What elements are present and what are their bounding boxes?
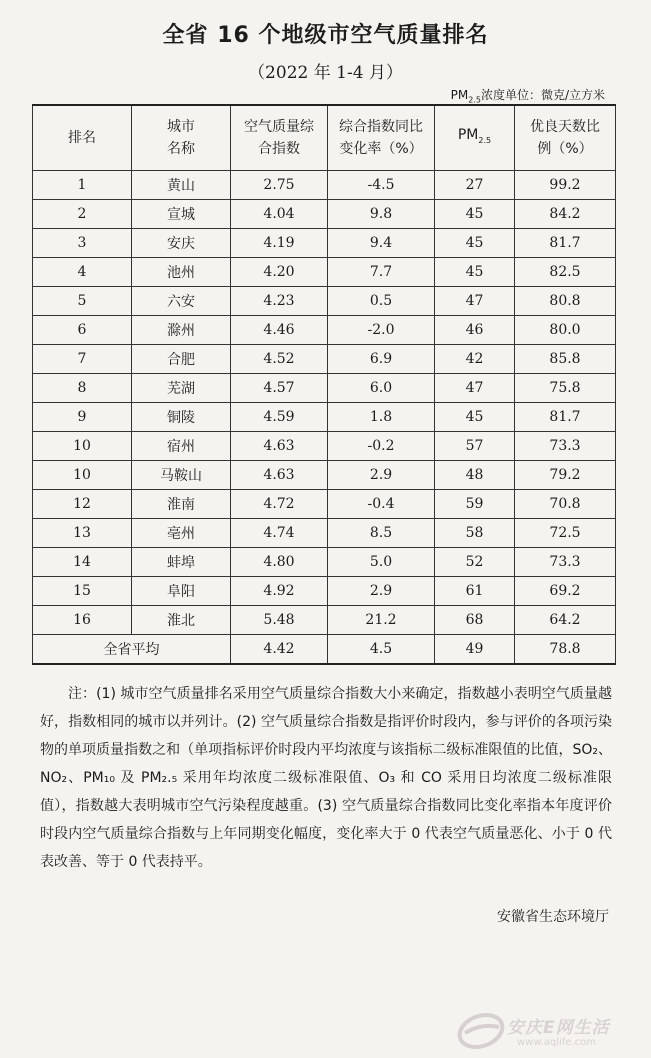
header-index — [231, 105, 328, 171]
city-cell: 池州 — [132, 258, 231, 287]
index-cell: 4.04 — [231, 200, 328, 229]
city-cell: 安庆 — [132, 229, 231, 258]
good-days-cell: 75.8 — [515, 374, 616, 403]
rank-cell: 1 — [33, 171, 132, 200]
index-cell: 4.92 — [231, 577, 328, 606]
unit-text: 浓度单位：微克/立方米 — [480, 88, 605, 102]
header-change-line1: 综合指数同比 — [339, 119, 423, 135]
table-row — [33, 403, 616, 432]
change-cell: 2.9 — [328, 577, 435, 606]
pm25-cell: 52 — [435, 548, 515, 577]
watermark-e-icon — [455, 1005, 515, 1055]
page-title: 全省 16 个地级市空气质量排名 — [162, 23, 489, 48]
table-row — [33, 287, 616, 316]
rank-cell: 13 — [33, 519, 132, 548]
unit-note — [451, 86, 605, 104]
index-cell: 4.80 — [231, 548, 328, 577]
index-cell: 4.20 — [231, 258, 328, 287]
table-row — [33, 490, 616, 519]
index-cell: 2.75 — [231, 171, 328, 200]
header-good-line2: 例（%） — [537, 141, 593, 157]
change-cell: 5.0 — [328, 548, 435, 577]
city-cell: 蚌埠 — [132, 548, 231, 577]
city-cell: 铜陵 — [132, 403, 231, 432]
table-row — [33, 606, 616, 635]
rank-cell: 9 — [33, 403, 132, 432]
pm25-cell: 45 — [435, 403, 515, 432]
index-cell: 4.52 — [231, 345, 328, 374]
pm25-cell: 27 — [435, 171, 515, 200]
table-row — [33, 577, 616, 606]
header-good-line1: 优良天数比 — [530, 119, 600, 135]
change-cell: -2.0 — [328, 316, 435, 345]
average-label: 全省平均 — [33, 635, 231, 665]
unit-pm: PM — [450, 88, 469, 102]
pm25-cell: 58 — [435, 519, 515, 548]
header-rank: 排名 — [33, 105, 132, 171]
header-change-line2: 变化率（%） — [339, 141, 423, 157]
city-cell: 合肥 — [132, 345, 231, 374]
index-cell: 4.63 — [231, 432, 328, 461]
city-cell: 阜阳 — [132, 577, 231, 606]
header-index-line1: 空气质量综 — [244, 119, 314, 135]
index-cell: 4.19 — [231, 229, 328, 258]
city-cell: 六安 — [132, 287, 231, 316]
good-days-cell: 81.7 — [515, 403, 616, 432]
ranking-table — [32, 104, 616, 665]
watermark-url: www.aqlife.com — [517, 1037, 597, 1048]
table-row — [33, 432, 616, 461]
header-index-line2: 合指数 — [258, 141, 300, 157]
pm25-cell: 68 — [435, 606, 515, 635]
city-cell: 宿州 — [132, 432, 231, 461]
header-city — [132, 105, 231, 171]
change-cell: 6.0 — [328, 374, 435, 403]
pm25-cell: 45 — [435, 229, 515, 258]
pm25-cell: 57 — [435, 432, 515, 461]
unit-pm-sub: 2.5 — [468, 95, 481, 105]
rank-cell: 5 — [33, 287, 132, 316]
rank-cell: 10 — [33, 432, 132, 461]
good-days-cell: 82.5 — [515, 258, 616, 287]
header-pm-sub: 2.5 — [478, 135, 492, 145]
index-cell: 4.23 — [231, 287, 328, 316]
average-change: 4.5 — [328, 635, 435, 665]
index-cell: 4.72 — [231, 490, 328, 519]
rank-cell: 6 — [33, 316, 132, 345]
city-cell: 马鞍山 — [132, 461, 231, 490]
city-cell: 淮南 — [132, 490, 231, 519]
good-days-cell: 80.8 — [515, 287, 616, 316]
pm25-cell: 47 — [435, 287, 515, 316]
notes-text: 注：(1) 城市空气质量排名采用空气质量综合指数大小来确定，指数越小表明空气质量越好，指数相同的城市以并列计。(2) 空气质量综合指数是指评价时段内，参与评价的各项污染物的单项质量指数之和（单项指标评价时段内平均浓度与该指标二级标准限值的比值，SO₂、NO₂、PM₁₀ 及 PM₂.₅ 采用年均浓度二级标准限值、O₃ 和 CO 采用日均浓度二级标准限值），指数越大表明城市空气污染程度越重。(3) 空气质量综合指数同比变化率指本年度评价时段内空气质量综合指数与上年同期变化幅度，变化率大于 0 代表空气质量恶化、小于 0 代表改善、等于 0 代表持平。 — [40, 686, 612, 870]
pm25-cell: 46 — [435, 316, 515, 345]
table-row — [33, 548, 616, 577]
rank-cell: 15 — [33, 577, 132, 606]
header-pm25 — [435, 105, 515, 171]
index-cell: 4.63 — [231, 461, 328, 490]
rank-cell: 12 — [33, 490, 132, 519]
pm25-cell: 47 — [435, 374, 515, 403]
change-cell: 0.5 — [328, 287, 435, 316]
table-row — [33, 200, 616, 229]
pm25-cell: 42 — [435, 345, 515, 374]
table-row — [33, 258, 616, 287]
index-cell: 4.57 — [231, 374, 328, 403]
notes — [40, 680, 612, 876]
change-cell: 1.8 — [328, 403, 435, 432]
good-days-cell: 72.5 — [515, 519, 616, 548]
change-cell: 21.2 — [328, 606, 435, 635]
good-days-cell: 85.8 — [515, 345, 616, 374]
change-cell: -0.4 — [328, 490, 435, 519]
pm25-cell: 45 — [435, 200, 515, 229]
good-days-cell: 73.3 — [515, 432, 616, 461]
table-row — [33, 229, 616, 258]
good-days-cell: 64.2 — [515, 606, 616, 635]
change-cell: 9.4 — [328, 229, 435, 258]
city-cell: 淮北 — [132, 606, 231, 635]
table-body — [33, 171, 616, 635]
table-row — [33, 461, 616, 490]
rank-cell: 7 — [33, 345, 132, 374]
header-change — [328, 105, 435, 171]
pm25-cell: 48 — [435, 461, 515, 490]
index-cell: 5.48 — [231, 606, 328, 635]
change-cell: 7.7 — [328, 258, 435, 287]
table-header-row — [33, 105, 616, 171]
average-index: 4.42 — [231, 635, 328, 665]
pm25-cell: 45 — [435, 258, 515, 287]
rank-cell: 4 — [33, 258, 132, 287]
good-days-cell: 80.0 — [515, 316, 616, 345]
change-cell: 8.5 — [328, 519, 435, 548]
change-cell: 2.9 — [328, 461, 435, 490]
city-cell: 滁州 — [132, 316, 231, 345]
index-cell: 4.74 — [231, 519, 328, 548]
table-row — [33, 345, 616, 374]
watermark-text: 安庆E网生活 — [507, 1018, 610, 1038]
city-cell: 芜湖 — [132, 374, 231, 403]
table-row — [33, 519, 616, 548]
rank-cell: 10 — [33, 461, 132, 490]
good-days-cell: 70.8 — [515, 490, 616, 519]
city-cell: 宣城 — [132, 200, 231, 229]
average-good-days: 78.8 — [515, 635, 616, 665]
rank-cell: 16 — [33, 606, 132, 635]
good-days-cell: 69.2 — [515, 577, 616, 606]
change-cell: 9.8 — [328, 200, 435, 229]
change-cell: 6.9 — [328, 345, 435, 374]
average-pm25: 49 — [435, 635, 515, 665]
table-row — [33, 171, 616, 200]
table-row — [33, 316, 616, 345]
good-days-cell: 73.3 — [515, 548, 616, 577]
index-cell: 4.46 — [231, 316, 328, 345]
header-city-line1: 城市 — [167, 119, 195, 135]
good-days-cell: 99.2 — [515, 171, 616, 200]
index-cell: 4.59 — [231, 403, 328, 432]
rank-cell: 3 — [33, 229, 132, 258]
header-good-days — [515, 105, 616, 171]
watermark-logo — [455, 1005, 645, 1055]
good-days-cell: 81.7 — [515, 229, 616, 258]
change-cell: -0.2 — [328, 432, 435, 461]
header-city-line2: 名称 — [167, 141, 195, 157]
pm25-cell: 61 — [435, 577, 515, 606]
city-cell: 亳州 — [132, 519, 231, 548]
city-cell: 黄山 — [132, 171, 231, 200]
signature: 安徽省生态环境厅 — [497, 909, 609, 925]
average-row — [33, 635, 616, 665]
page-subtitle: （2022 年 1-4 月） — [248, 63, 403, 83]
header-pm: PM — [457, 127, 479, 144]
good-days-cell: 79.2 — [515, 461, 616, 490]
pm25-cell: 59 — [435, 490, 515, 519]
change-cell: -4.5 — [328, 171, 435, 200]
rank-cell: 14 — [33, 548, 132, 577]
table-row — [33, 374, 616, 403]
good-days-cell: 84.2 — [515, 200, 616, 229]
rank-cell: 8 — [33, 374, 132, 403]
rank-cell: 2 — [33, 200, 132, 229]
